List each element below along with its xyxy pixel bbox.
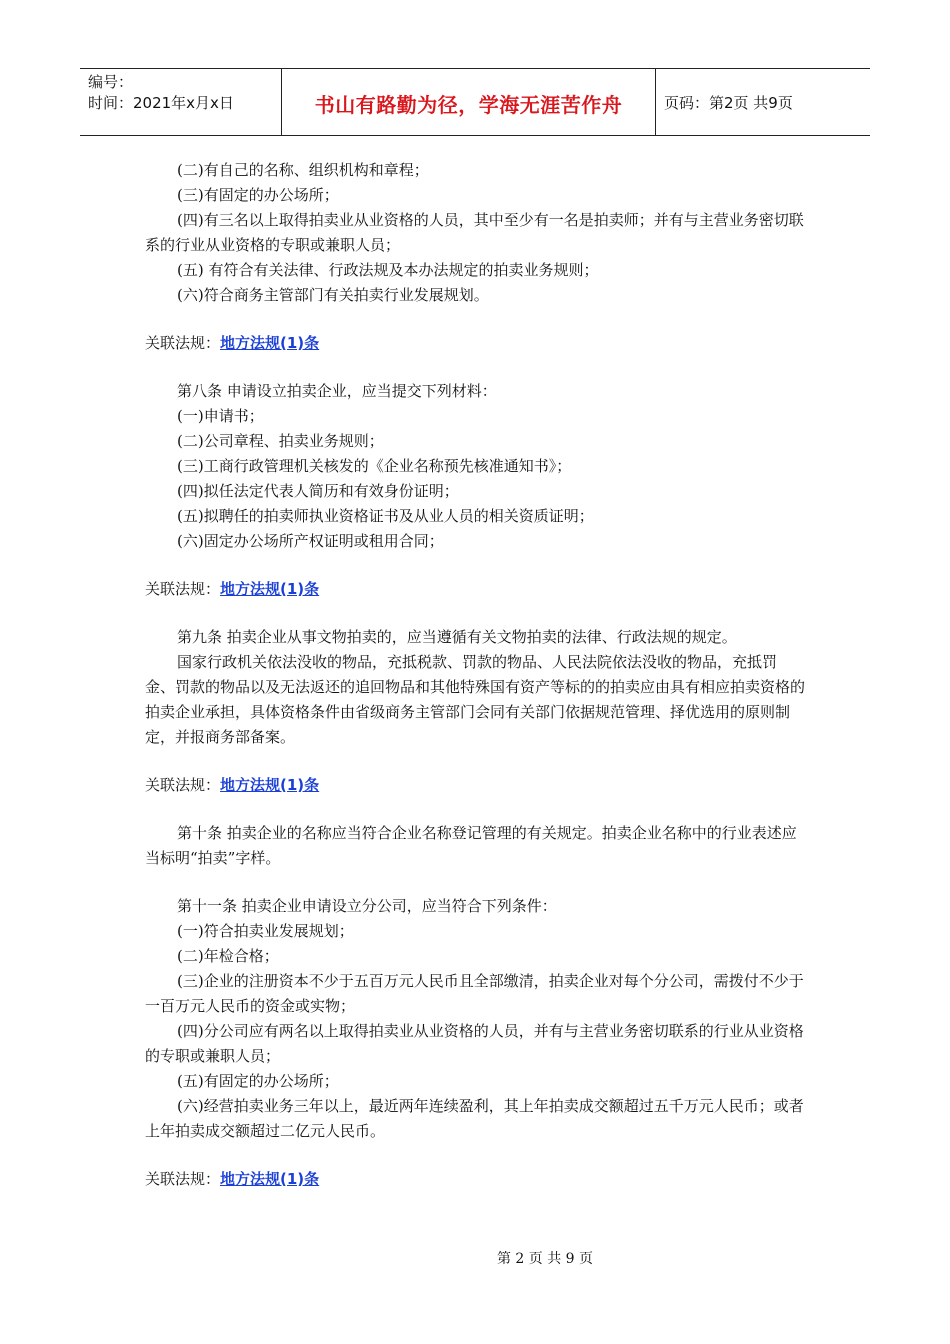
clause-item: (四)有三名以上取得拍卖业从业资格的人员，其中至少有一名是拍卖师；并有与主营业务密切联系的行业从业资格的专职或兼职人员； [145,211,804,254]
related-regulations-label: 关联法规： [145,1170,221,1188]
related-regulations [145,1167,805,1192]
article-title: 第十一条 拍卖企业申请设立分公司，应当符合下列条件： [177,897,557,915]
header-motto: 书山有路勤为径，学海无涯苦作舟 [282,69,656,135]
document-body [145,158,805,1192]
page-header [80,68,870,136]
related-regulations-link[interactable]: 地方法规(1)条 [220,776,320,794]
page-footer: 第 2 页 共 9 页 [496,1251,594,1267]
related-regulations-link[interactable]: 地方法规(1)条 [220,334,320,352]
clause-item: (六)符合商务主管部门有关拍卖行业发展规划。 [177,286,489,304]
document-date-label: 时间：2021年x月x日 [88,94,234,112]
clause-item: (三)企业的注册资本不少于五百万元人民币且全部缴清，拍卖企业对每个分公司，需拨付不少于一百万元人民币的资金或实物； [145,972,804,1015]
article-title: 第九条 拍卖企业从事文物拍卖的，应当遵循有关文物拍卖的法律、行政法规的规定。 [177,628,737,646]
clause-item: (二)公司章程、拍卖业务规则； [177,432,384,450]
clause-item: (五)拟聘任的拍卖师执业资格证书及从业人员的相关资质证明； [177,507,594,525]
header-page-label: 页码：第2页 共9页 [664,93,793,112]
document-number-label: 编号： [88,73,134,91]
related-regulations-label: 关联法规： [145,580,221,598]
related-regulations-label: 关联法规： [145,334,221,352]
clause-item: (六)固定办公场所产权证明或租用合同； [177,532,444,550]
clause-item: (三)工商行政管理机关核发的《企业名称预先核准通知书》； [177,457,572,475]
related-regulations-link[interactable]: 地方法规(1)条 [220,580,320,598]
clause-item: (五)有固定的办公场所； [177,1072,339,1090]
article-title: 第八条 申请设立拍卖企业，应当提交下列材料： [177,382,497,400]
article-title: 第十条 拍卖企业的名称应当符合企业名称登记管理的有关规定。拍卖企业名称中的行业表述应当标明“拍卖”字样。 [145,824,797,867]
clause-item: (四)拟任法定代表人简历和有效身份证明； [177,482,459,500]
article-paragraph: 国家行政机关依法没收的物品，充抵税款、罚款的物品、人民法院依法没收的物品，充抵罚金、罚款的物品以及无法返还的追回物品和其他特殊国有资产等标的的拍卖应由具有相应拍卖资格的拍卖企业承担，具体资格条件由省级商务主管部门会同有关部门依据规范管理、择优选用的原则制定，并报商务部备案。 [145,653,806,746]
related-regulations [145,331,805,356]
related-regulations-link[interactable]: 地方法规(1)条 [220,1170,320,1188]
related-regulations [145,773,805,798]
clause-item: (五) 有符合有关法律、行政法规及本办法规定的拍卖业务规则； [177,261,599,279]
clause-item: (三)有固定的办公场所； [177,186,339,204]
clause-item: (二)有自己的名称、组织机构和章程； [177,161,429,179]
header-meta [80,69,282,135]
clause-item: (一)申请书； [177,407,264,425]
clause-item: (六)经营拍卖业务三年以上，最近两年连续盈利，其上年拍卖成交额超过五千万元人民币；或者上年拍卖成交额超过二亿元人民币。 [145,1097,804,1140]
related-regulations-label: 关联法规： [145,776,221,794]
clause-item: (四)分公司应有两名以上取得拍卖业从业资格的人员，并有与主营业务密切联系的行业从业资格的专职或兼职人员； [145,1022,804,1065]
related-regulations [145,577,805,602]
clause-item: (二)年检合格； [177,947,279,965]
clause-item: (一)符合拍卖业发展规划； [177,922,354,940]
